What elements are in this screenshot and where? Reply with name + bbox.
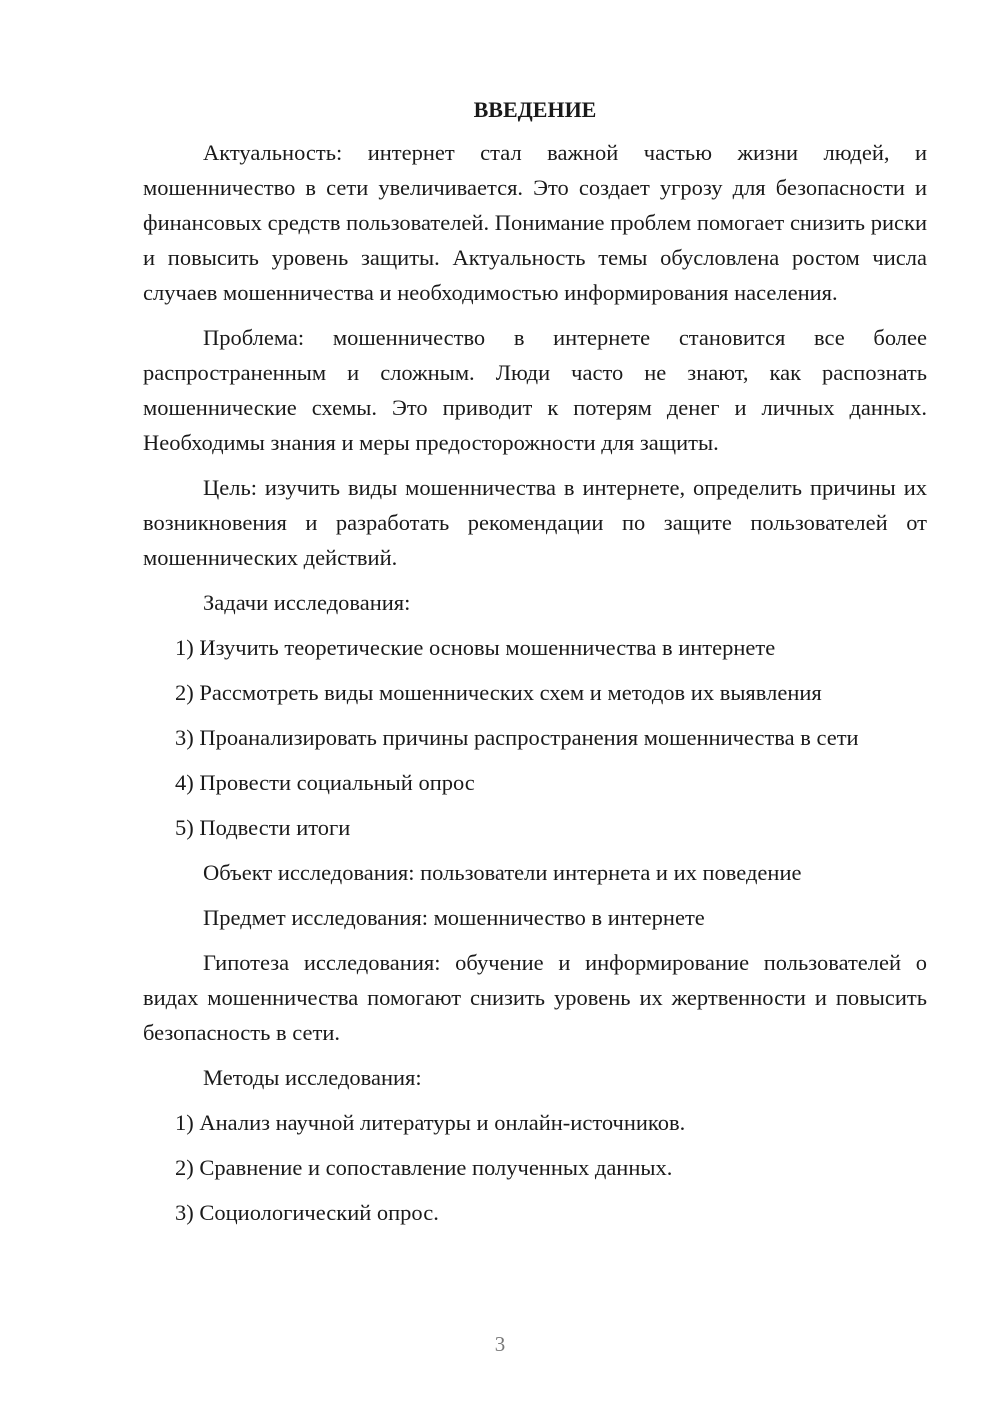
method-item-3: 3) Социологический опрос. [175,1200,439,1225]
hypothesis-paragraph: Гипотеза исследования: обучение и информирование пользователей о видах мошенничества помогают снизить уровень их жертвенности и повысить безопасность в сети. [143,950,927,1045]
page-number: 3 [494,1332,506,1356]
goal-paragraph: Цель: изучить виды мошенничества в интернете, определить причины их возникновения и разработать рекомендации по защите пользователей от мошеннических действий. [143,475,927,570]
task-item-2: 2) Рассмотреть виды мошеннических схем и методов их выявления [175,680,822,705]
task-item-3: 3) Проанализировать причины распространения мошенничества в сети [175,725,859,750]
method-item-1: 1) Анализ научной литературы и онлайн-источников. [175,1110,686,1135]
methods-heading: Методы исследования: [203,1065,422,1090]
task-item-4: 4) Провести социальный опрос [175,770,475,795]
research-object: Объект исследования: пользователи интернета и их поведение [203,860,802,885]
task-item-5: 5) Подвести итоги [175,815,351,840]
section-title: ВВЕДЕНИЕ [473,97,597,122]
tasks-heading: Задачи исследования: [203,590,411,615]
method-item-2: 2) Сравнение и сопоставление полученных данных. [175,1155,673,1180]
research-subject: Предмет исследования: мошенничество в интернете [203,905,705,930]
relevance-paragraph: Актуальность: интернет стал важной частью жизни людей, и мошенничество в сети увеличивается. Это создает угрозу для безопасности и финансовых средств пользователей. Понимание проблем помогает снизить риски и повысить уровень защиты. Актуальность темы обусловлена ростом числа случаев мошенничества и необходимостью информирования населения. [143,140,927,305]
document-page [143,92,927,1240]
problem-paragraph: Проблема: мошенничество в интернете становится все более распространенным и сложным. Люди часто не знают, как распознать мошеннические схемы. Это приводит к потерям денег и личных данных. Необходимы знания и меры предосторожности для защиты. [143,325,927,455]
task-item-1: 1) Изучить теоретические основы мошенничества в интернете [175,635,776,660]
